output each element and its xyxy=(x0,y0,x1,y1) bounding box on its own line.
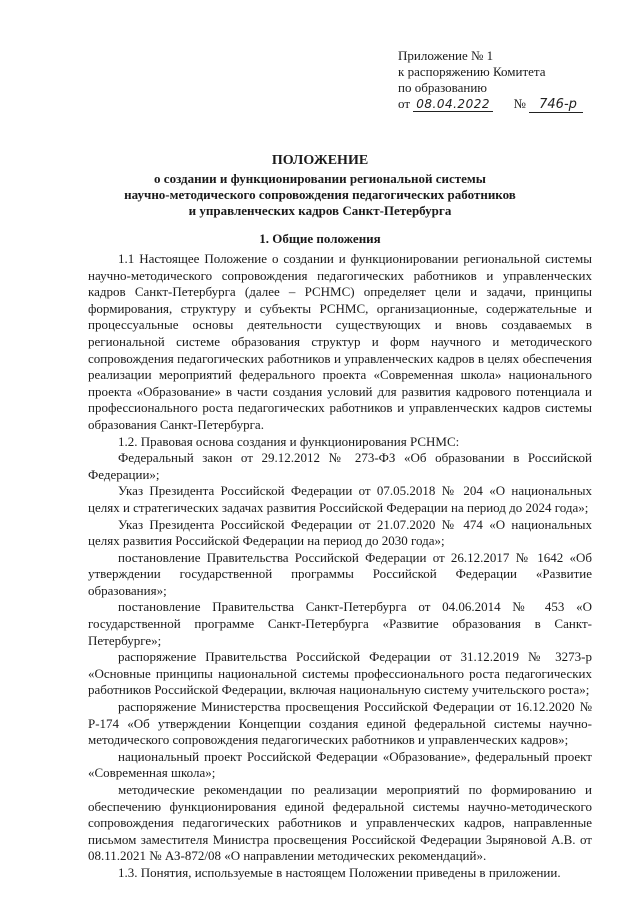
document-title: ПОЛОЖЕНИЕ xyxy=(271,153,369,168)
section-heading: 1. Общие положения xyxy=(259,231,381,246)
title-line-3: и управленческих кадров Санкт-Петербурга xyxy=(188,203,452,218)
legal-basis-item: распоряжение Правительства Российской Федерации от 31.12.2019 № 3273-р «Основные принципы национальной системы профессионального роста педагогических работников Российской Федерации, включая национальную систему учительского роста»; xyxy=(88,649,592,698)
appendix-block xyxy=(398,48,618,113)
legal-basis-item: Указ Президента Российской Федерации от 21.07.2020 № 474 «О национальных целях развития Российской Федерации на период до 2030 года»; xyxy=(88,516,592,549)
paragraph-1-1: 1.1 Настоящее Положение о создании и функционировании региональной системы научно-методического сопровождения педагогических работников и управленческих кадров Санкт-Петербурга (далее – РСНМС) определяет цели и задачи, принципы формирования, структуру и субъекты РСНМС, организационные, содержательные и процессуальные основы деятельности существующих и вновь создаваемых в региональной системе образования структур и форм научного и методического сопровождения педагогических работников и управленческих кадров в целях обеспечения реализации мероприятий федерального проекта «Современная школа» национального проекта «Образование» в части создания условий для развития кадрового потенциала и профессионального роста педагогических работников и управленческих кадров системы образования Санкт-Петербурга. xyxy=(88,251,592,432)
legal-basis-item: распоряжение Министерства просвещения Российской Федерации от 16.12.2020 № Р-174 «Об утверждении Концепции создания единой федеральной системы научно-методического сопровождения педагогических работников и управленческих кадров»; xyxy=(88,699,592,748)
title-line-2: научно-методического сопровождения педагогических работников xyxy=(124,187,516,202)
legal-basis-item: национальный проект Российской Федерации «Образование», федеральный проект «Современная школа»; xyxy=(88,748,592,781)
appendix-line-3: по образованию xyxy=(398,80,488,95)
appendix-date-line xyxy=(398,96,618,113)
legal-basis-item: постановление Правительства Санкт-Петербурга от 04.06.2014 № 453 «О государственной программе Санкт-Петербурга «Развитие образования в Санкт-Петербурге»; xyxy=(88,599,592,648)
from-label: от xyxy=(398,96,411,111)
handwritten-date: 08.04.2022 xyxy=(413,97,493,112)
legal-basis-item: постановление Правительства Российской Федерации от 26.12.2017 № 1642 «Об утверждении государственной программы Российской Федерации «Развитие образования»; xyxy=(88,549,592,598)
appendix-line-2: к распоряжению Комитета xyxy=(398,64,546,79)
title-line-1: о создании и функционировании региональной системы xyxy=(154,171,486,186)
legal-basis-item: методические рекомендации по реализации мероприятий по формированию и обеспечению функционирования единой федеральной системы научно-методического сопровождения педагогических работников и управленческих кадров, направленные письмом заместителя Министра просвещения Российской Федерации Зыряновой А.В. от 08.11.2021 № АЗ-872/08 «О направлении методических рекомендаций». xyxy=(88,782,592,864)
legal-basis-item: Федеральный закон от 29.12.2012 № 273-ФЗ «Об образовании в Российской Федерации»; xyxy=(88,450,592,482)
document-body xyxy=(88,251,592,882)
paragraph-1-2: 1.2. Правовая основа создания и функционирования РСНМС: xyxy=(118,433,460,449)
number-label: № xyxy=(513,96,526,111)
paragraph-1-3: 1.3. Понятия, используемые в настоящем Положении приведены в приложении. xyxy=(118,864,561,880)
appendix-line-1: Приложение № 1 xyxy=(398,48,494,63)
legal-basis-item: Указ Президента Российской Федерации от 07.05.2018 № 204 «О национальных целях и стратегических задачах развития Российской Федерации на период до 2024 года»; xyxy=(88,483,592,515)
handwritten-number: 746-р xyxy=(529,97,583,113)
